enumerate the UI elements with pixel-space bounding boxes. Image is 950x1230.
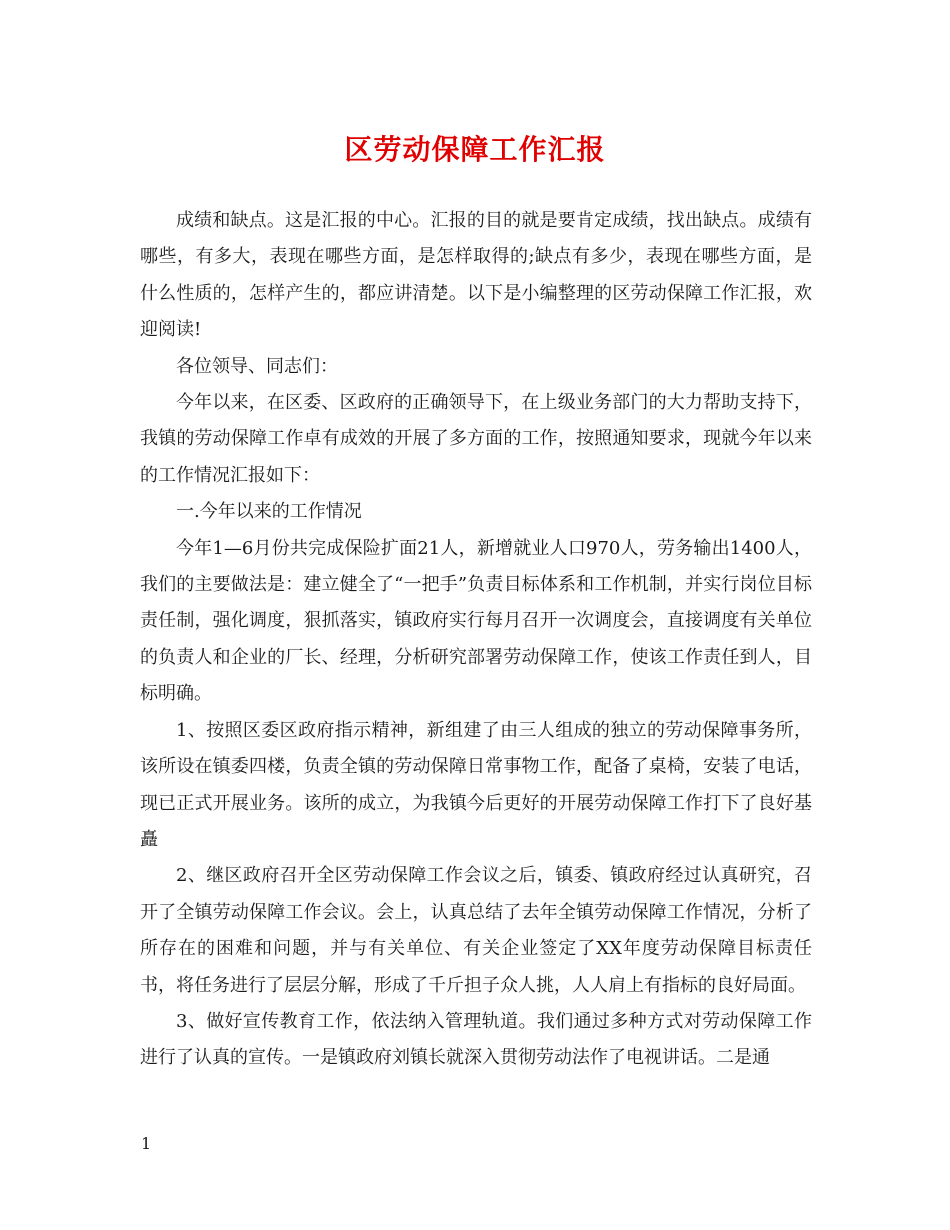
document-body <box>140 203 812 1077</box>
paragraph-item-3: 3、做好宣传教育工作，依法纳入管理轨道。我们通过多种方式对劳动保障工作进行了认真的宣传。一是镇政府刘镇长就深入贯彻劳动法作了电视讲话。二是通 <box>140 1010 812 1069</box>
section-heading: 一.今年以来的工作情况 <box>176 501 362 523</box>
paragraph-item-1: 1、按照区委区政府指示精神，新组建了由三人组成的独立的劳动保障事务所，该所设在镇委四楼，负责全镇的劳动保障日常事物工作，配备了桌椅，安装了电话，现已正式开展业务。该所的成立，为我镇今后更好的开展劳动保障工作打下了良好基矗 <box>140 719 812 850</box>
paragraph-opening: 今年以来，在区委、区政府的正确领导下，在上级业务部门的大力帮助支持下，我镇的劳动保障工作卓有成效的开展了多方面的工作，按照通知要求，现就今年以来的工作情况汇报如下： <box>140 392 812 486</box>
paragraph-salutation: 各位领导、同志们： <box>176 355 338 377</box>
page-number: 1 <box>141 1134 152 1153</box>
paragraph-work-summary: 今年1—6月份共完成保险扩面21人，新增就业人口970人，劳务输出1400人，我们的主要做法是：建立健全了“一把手”负责目标体系和工作机制，并实行岗位目标责任制，强化调度，狠抓落实，镇政府实行每月召开一次调度会，直接调度有关单位的负责人和企业的厂长、经理，分析研究部署劳动保障工作，使该工作责任到人，目标明确。 <box>140 537 812 705</box>
paragraph-item-2: 2、继区政府召开全区劳动保障工作会议之后，镇委、镇政府经过认真研究，召开了全镇劳动保障工作会议。会上，认真总结了去年全镇劳动保障工作情况，分析了所存在的困难和问题，并与有关单位、有关企业签定了XX年度劳动保障目标责任书，将任务进行了层层分解，形成了千斤担子众人挑，人人肩上有指标的良好局面。 <box>140 865 812 996</box>
document-title: 区劳动保障工作汇报 <box>344 133 606 166</box>
paragraph-intro: 成绩和缺点。这是汇报的中心。汇报的目的就是要肯定成绩，找出缺点。成绩有哪些，有多大，表现在哪些方面，是怎样取得的;缺点有多少，表现在哪些方面，是什么性质的，怎样产生的，都应讲清楚。以下是小编整理的区劳动保障工作汇报，欢迎阅读! <box>140 210 812 341</box>
